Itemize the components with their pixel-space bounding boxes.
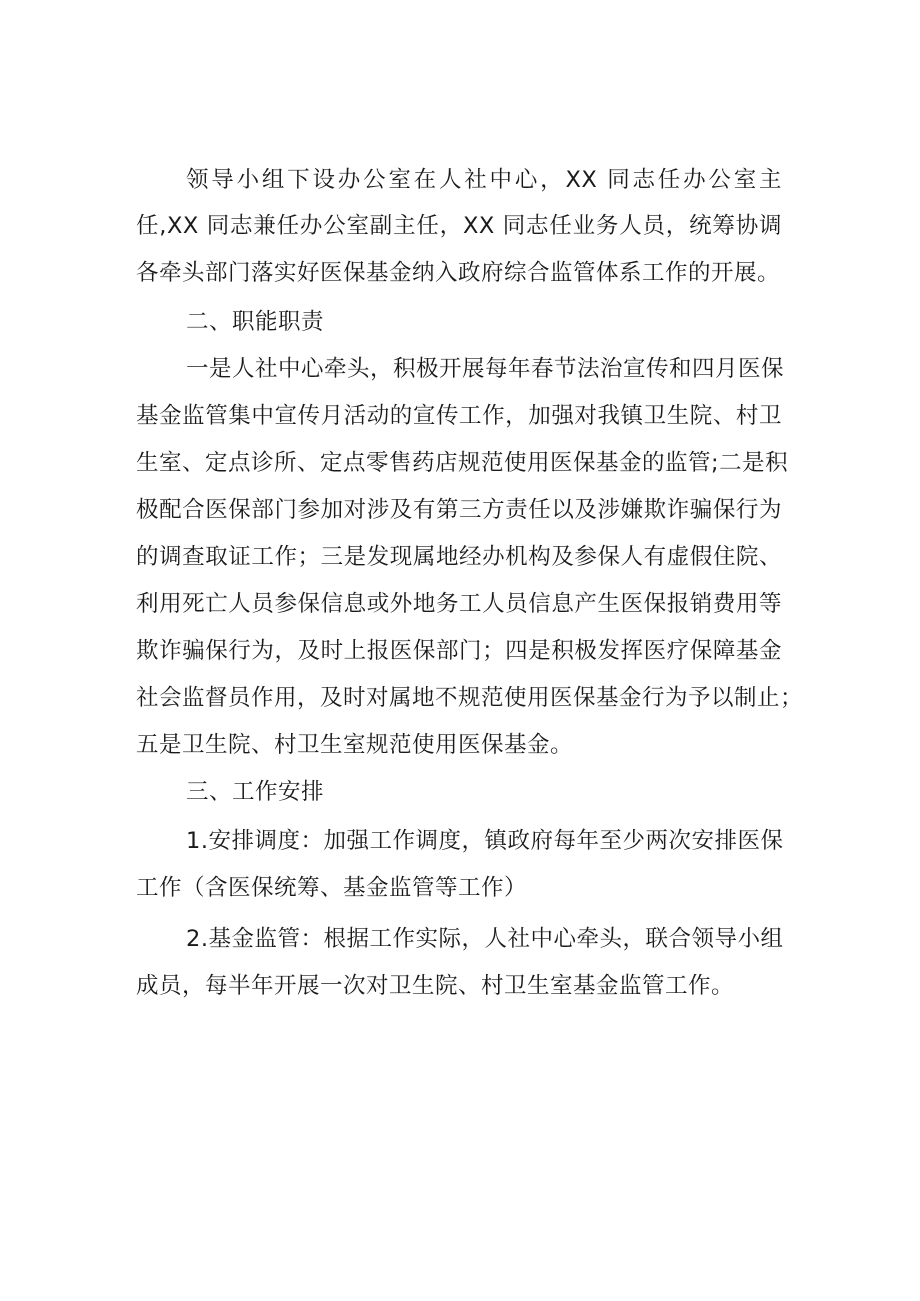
section-heading: 三、工作安排 (186, 779, 325, 805)
paragraph-line: 任,XX 同志兼任办公室副主任，XX 同志任业务人员，统筹协调 (136, 213, 782, 239)
paragraph-line: 五是卫生院、村卫生室规范使用医保基金。 (136, 732, 574, 758)
paragraph-line: 1.安排调度：加强工作调度，镇政府每年至少两次安排医保 (186, 828, 784, 854)
paragraph-line: 基金监管集中宣传月活动的宣传工作，加强对我镇卫生院、村卫 (136, 403, 782, 429)
paragraph-line: 工作（含医保统筹、基金监管等工作） (136, 875, 528, 901)
paragraph-line: 欺诈骗保行为，及时上报医保部门；四是积极发挥医疗保障基金 (136, 638, 782, 664)
paragraph-line: 各牵头部门落实好医保基金纳入政府综合监管体系工作的开展。 (136, 260, 781, 286)
paragraph-line: 成员，每半年开展一次对卫生院、村卫生室基金监管工作。 (136, 973, 735, 999)
paragraph-line: 一是人社中心牵头，积极开展每年春节法治宣传和四月医保 (186, 356, 785, 382)
section-heading: 二、职能职责 (186, 309, 325, 335)
paragraph-line: 极配合医保部门参加对涉及有第三方责任以及涉嫌欺诈骗保行为 (136, 497, 782, 523)
paragraph-line: 社会监督员作用，及时对属地不规范使用医保基金行为予以制止； (136, 685, 804, 711)
paragraph-line: 领导小组下设办公室在人社中心，XX 同志任办公室主 (186, 167, 782, 193)
paragraph-line: 利用死亡人员参保信息或外地务工人员信息产生医保报销费用等 (136, 591, 782, 617)
paragraph-line: 的调查取证工作；三是发现属地经办机构及参保人有虚假住院、 (136, 544, 782, 570)
paragraph-line: 2.基金监管：根据工作实际，人社中心牵头，联合领导小组 (186, 926, 784, 952)
paragraph-line: 生室、定点诊所、定点零售药店规范使用医保基金的监管;二是积 (136, 450, 789, 476)
